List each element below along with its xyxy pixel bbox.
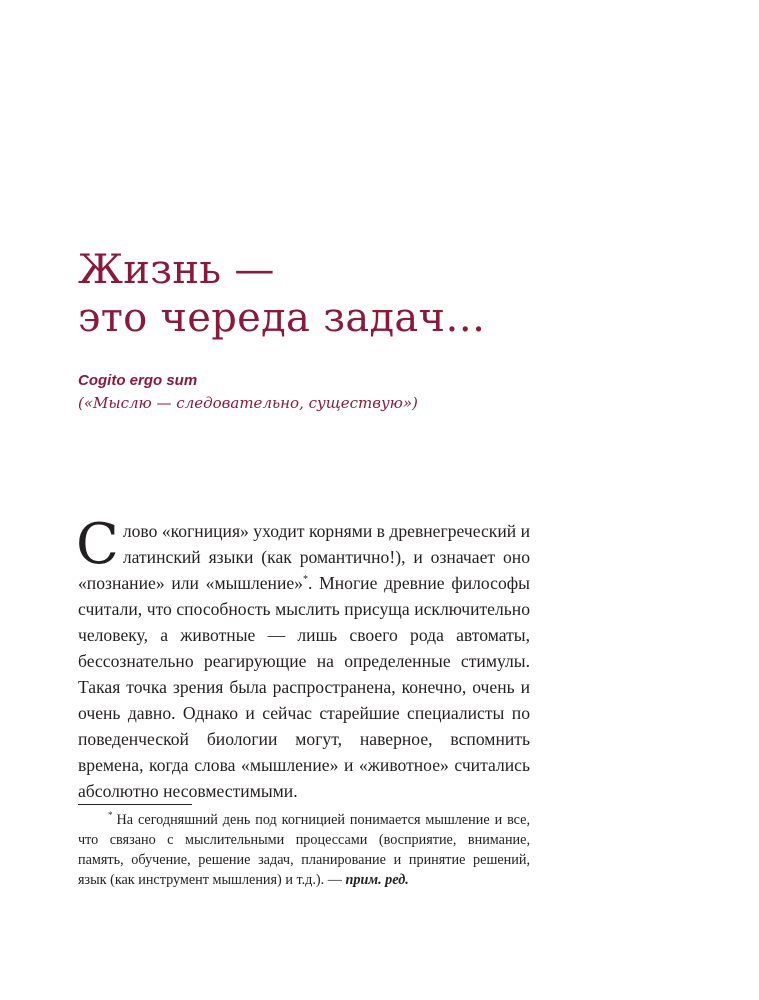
chapter-title-line-1: Жизнь —	[78, 247, 275, 293]
footnote-mark: *	[108, 810, 113, 821]
footnote-text: На сегодняшний день под когницией понимается мышление и все, что связано с мыслительными процессами (восприятие, внимание, память, обучение, решение задач, планирование и принятие решений, язык (как инструмент мышления) и т.д.). —	[78, 812, 530, 888]
footnote-divider	[78, 804, 192, 805]
footnote-editor-note: прим. ред.	[345, 872, 409, 888]
epigraph-translation: («Мыслю — следовательно, существую»)	[78, 394, 418, 412]
chapter-title-line-2: это череда задач…	[78, 295, 486, 341]
footnote	[78, 810, 530, 890]
epigraph	[78, 370, 538, 414]
body-text-part-1: лово «когниция» уходит корнями в древнегреческий и латинский языки (как романтично!), и означает оно «познание» или «мышление»	[78, 521, 530, 593]
drop-cap: С	[76, 512, 119, 577]
body-paragraph	[76, 512, 530, 804]
epigraph-latin: Cogito ergo sum	[78, 372, 198, 389]
book-page	[78, 0, 530, 1000]
footnote-reference: *	[302, 574, 308, 586]
chapter-title	[78, 246, 538, 342]
body-text-part-2: . Многие древние философы считали, что способность мыслить присуща исключительно человеку, а животные — лишь своего рода автоматы, бессознательно реагирующие на определенные стимулы. Такая точка зрения была распространена, конечно, очень и очень давно. Однако и сейчас старейшие специалисты по поведенческой биологии могут, наверное, вспомнить времена, когда слова «мышление» и «животное» считались абсолютно несовместимыми.	[78, 573, 530, 801]
